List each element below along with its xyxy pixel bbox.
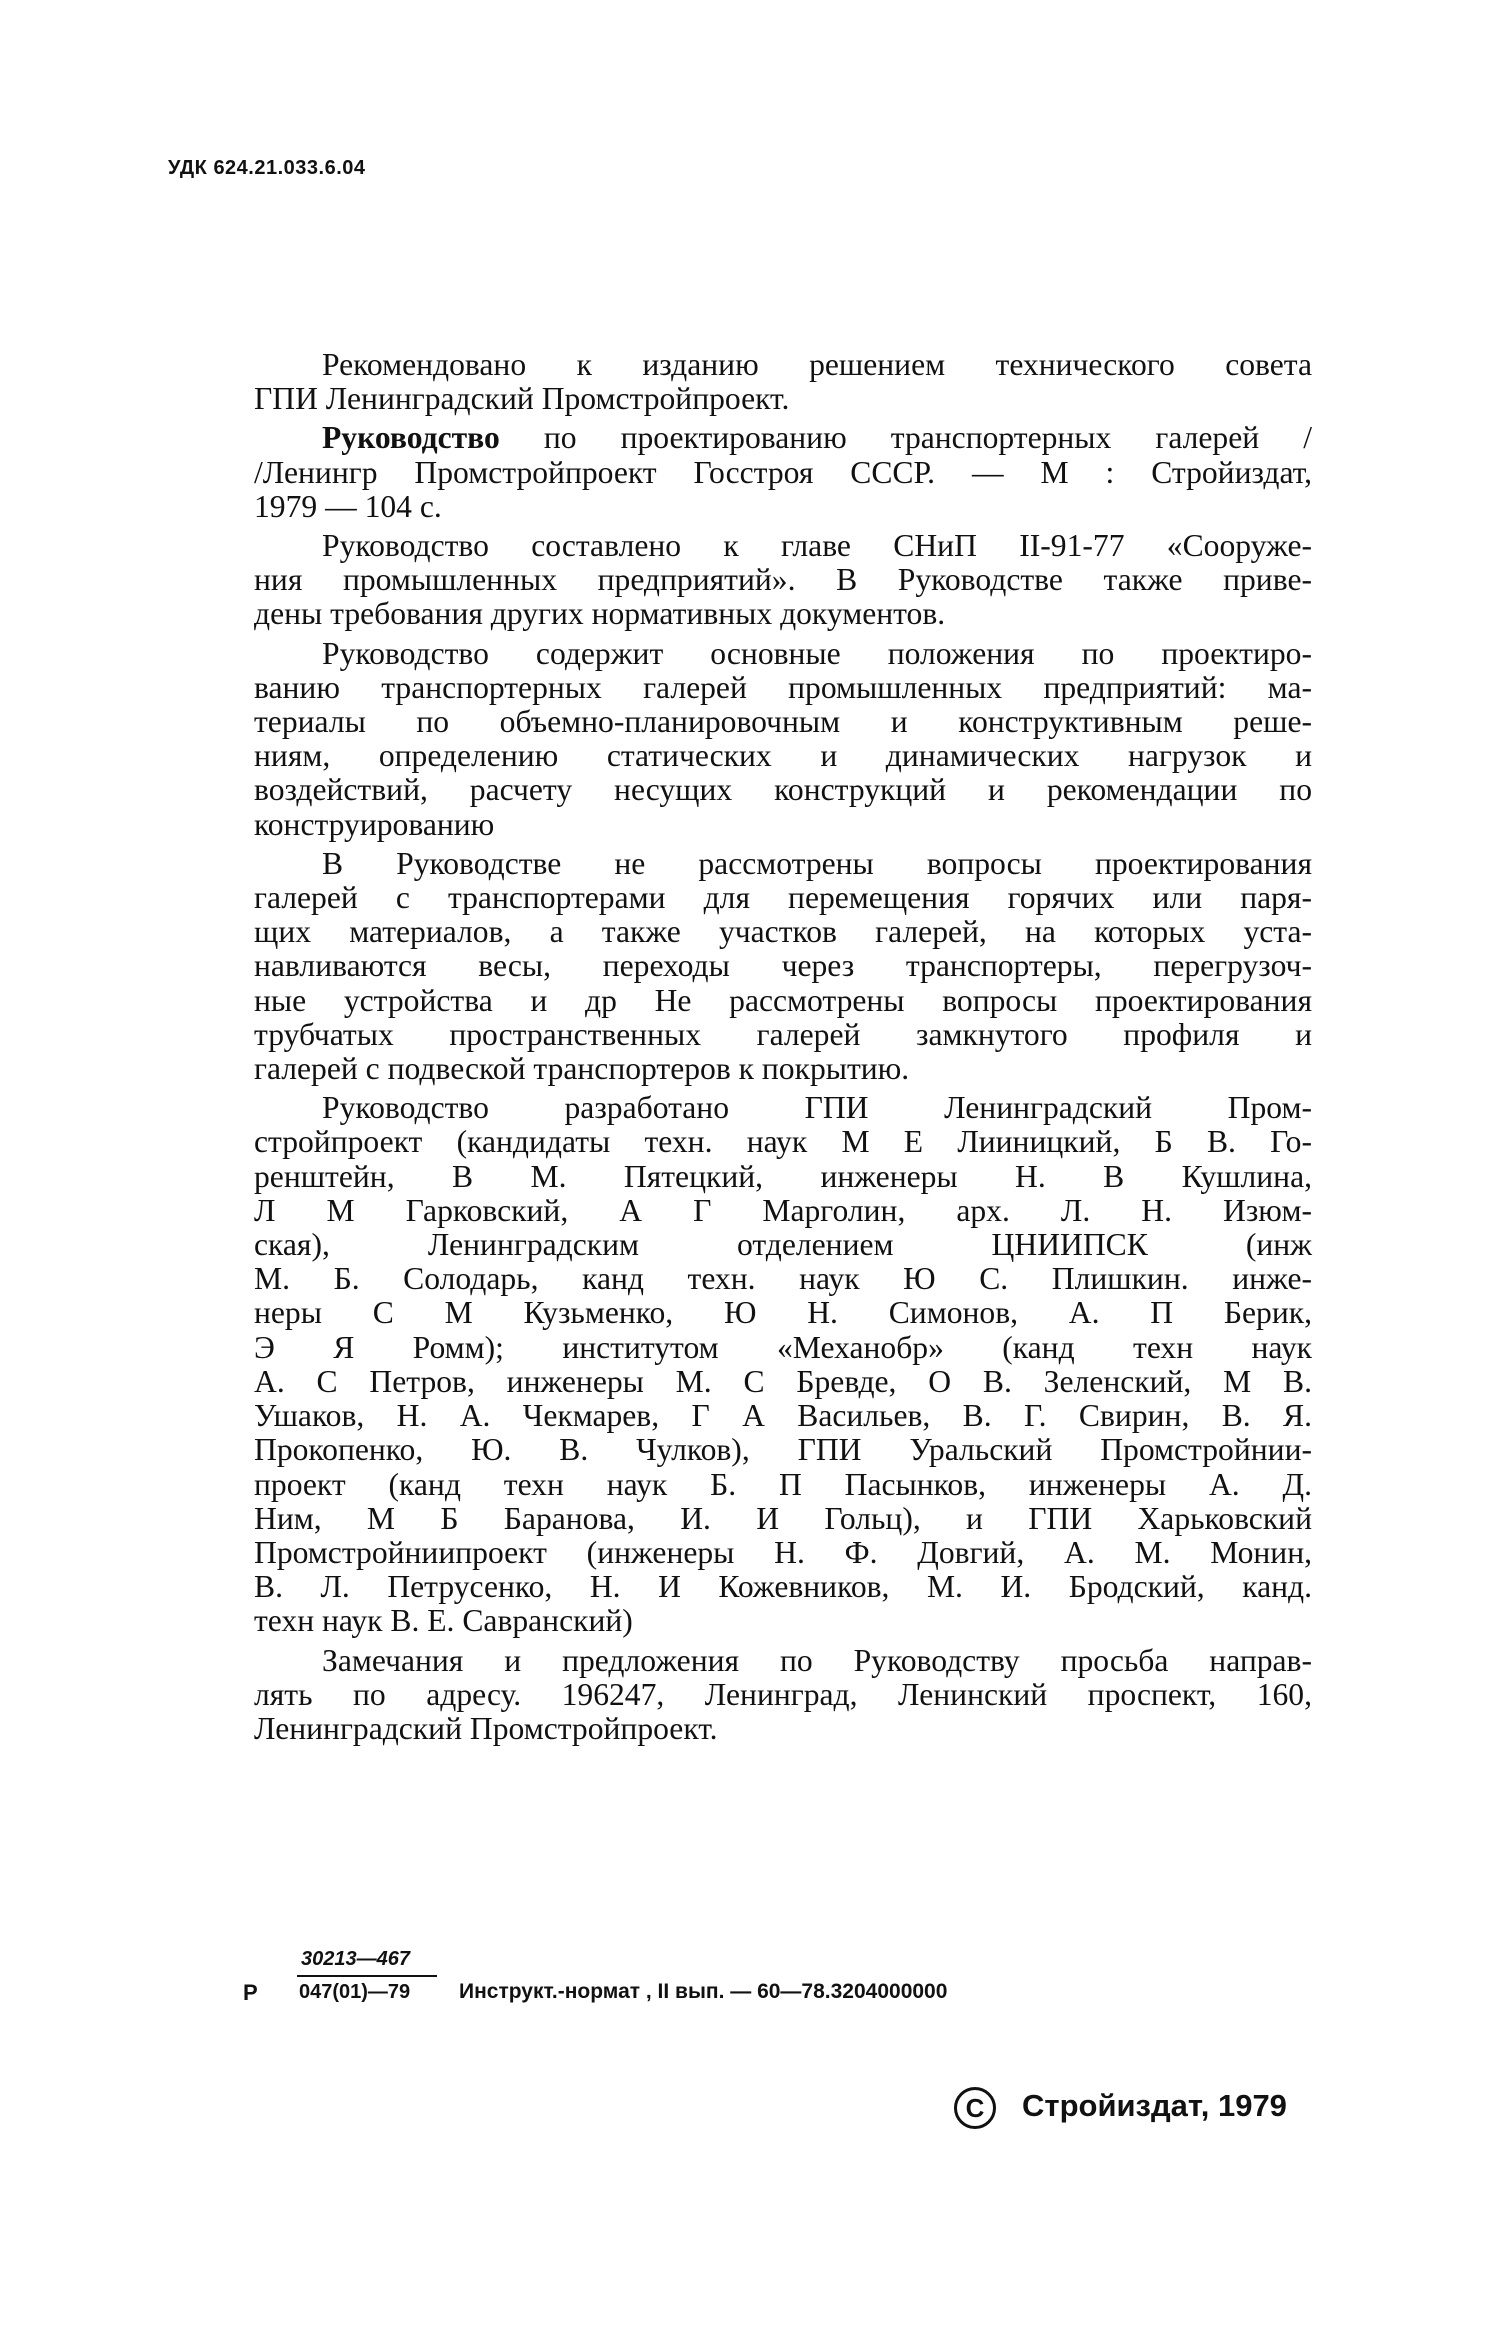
text-line: дены требования других нормативных документов.	[254, 596, 946, 632]
text-line	[254, 421, 1312, 455]
text-line: Промстройниипроект (инженеры Н. Ф. Довгий, А. М. Монин,	[254, 1534, 1312, 1570]
text-line: Ним, М Б Баранова, И. И Гольц), и ГПИ Харьковский	[254, 1500, 1312, 1536]
citation-title: по проектированию транспортерных галерей /	[499, 420, 1312, 456]
text-line: ниям, определению статических и динамических нагрузок и	[254, 738, 1312, 774]
text-line: галерей с подвеской транспортеров к покрытию.	[254, 1051, 910, 1087]
text-line: ГПИ Ленинградский Промстройпроект.	[254, 381, 790, 417]
citation-paragraph	[254, 421, 1312, 524]
recommendation-paragraph	[254, 348, 1312, 416]
text-line: М. Б. Солодарь, канд техн. наук Ю С. Плишкин. инже-	[254, 1261, 1312, 1297]
text-line: неры С М Кузьменко, Ю Н. Симонов, А. П Берик,	[254, 1295, 1312, 1331]
text-line: воздействий, расчету несущих конструкций и рекомендации по	[254, 772, 1312, 808]
authors-paragraph	[254, 1091, 1312, 1638]
text-line: лять по адресу. 196247, Ленинград, Ленинский проспект, 160,	[254, 1676, 1312, 1712]
text-line: Руководство составлено к главе СНиП II-91-77 «Сооруже-	[322, 528, 1312, 564]
imprint-denominator: 047(01)—79	[299, 1981, 411, 2003]
imprint-letter: Р	[243, 1980, 258, 2005]
text-line: В Руководстве не рассмотрены вопросы проектирования	[322, 845, 1312, 881]
text-line: проект (канд техн наук Б. П Пасынков, инженеры А. Д.	[254, 1466, 1312, 1502]
text-line: Ушаков, Н. А. Чекмарев, Г А Васильев, В. Г. Свирин, В. Я.	[254, 1398, 1312, 1434]
remarks-paragraph	[254, 1644, 1312, 1747]
text-line: стройпроект (кандидаты техн. наук М Е Лииницкий, Б В. Го-	[254, 1124, 1312, 1160]
text-line: трубчатых пространственных галерей замкнутого профиля и	[254, 1016, 1312, 1052]
text-line: Л М Гарковский, А Г Марголин, арх. Л. Н. Изюм-	[254, 1192, 1312, 1228]
contents-paragraph	[254, 637, 1312, 842]
annotation-text	[254, 348, 1312, 1746]
text-line: Прокопенко, Ю. В. Чулков), ГПИ Уральский Промстройнии-	[254, 1432, 1312, 1468]
text-line: /Ленингр Промстройпроект Госстроя СССР. — М : Стройиздат,	[254, 454, 1312, 490]
text-line: щих материалов, а также участков галерей, на которых уста-	[254, 914, 1312, 950]
imprint-details: Инструкт.-нормат , II вып. — 60—78.3204000000	[459, 1980, 948, 2003]
text-line: Руководство разработано ГПИ Ленинградский Пром-	[322, 1090, 1312, 1126]
copyright-icon: C	[954, 2087, 996, 2129]
text-line: Рекомендовано к изданию решением технического совета	[322, 347, 1312, 382]
copyright-text: Стройиздат, 1979	[1022, 2088, 1287, 2124]
imprint-fraction	[297, 1948, 437, 2004]
text-line: Замечания и предложения по Руководству просьба направ-	[322, 1642, 1312, 1678]
copyright	[954, 2087, 1287, 2129]
text-line: ные устройства и др Не рассмотрены вопросы проектирования	[254, 982, 1312, 1018]
not-considered-paragraph	[254, 847, 1312, 1086]
text-line: 1979 — 104 с.	[254, 488, 442, 524]
text-line: Ленинградский Промстройпроект.	[254, 1710, 718, 1746]
text-line: ская), Ленинградским отделением ЦНИИПСК (инж	[254, 1227, 1312, 1263]
citation-lead: Руководство	[322, 420, 500, 456]
text-line: галерей с транспортерами для перемещения горячих или паря-	[254, 880, 1312, 916]
text-line: ванию транспортерных галерей промышленных предприятий: ма-	[254, 669, 1312, 705]
text-line: териалы по объемно-планировочным и конструктивным реше-	[254, 704, 1312, 740]
text-line: А. С Петров, инженеры М. С Бревде, О В. Зеленский, М В.	[254, 1363, 1312, 1399]
text-line: техн наук В. Е. Савранский)	[254, 1603, 633, 1639]
fraction-bar	[297, 1975, 437, 1977]
text-line: Э Я Ромм); институтом «Механобр» (канд техн наук	[254, 1329, 1312, 1365]
imprint-numerator: 30213—467	[301, 1948, 410, 1970]
text-line: навливаются весы, переходы через транспортеры, перегрузоч-	[254, 948, 1312, 984]
udk-code: УДК 624.21.033.6.04	[168, 157, 366, 179]
text-line: ния промышленных предприятий». В Руководстве также приве-	[254, 562, 1312, 598]
text-line: конструированию	[254, 806, 495, 842]
composed-paragraph	[254, 529, 1312, 632]
text-line: ренштейн, В М. Пятецкий, инженеры Н. В Кушлина,	[254, 1158, 1312, 1194]
text-line: Руководство содержит основные положения по проектиро-	[322, 635, 1312, 671]
text-line: В. Л. Петрусенко, Н. И Кожевников, М. И. Бродский, канд.	[254, 1569, 1312, 1605]
